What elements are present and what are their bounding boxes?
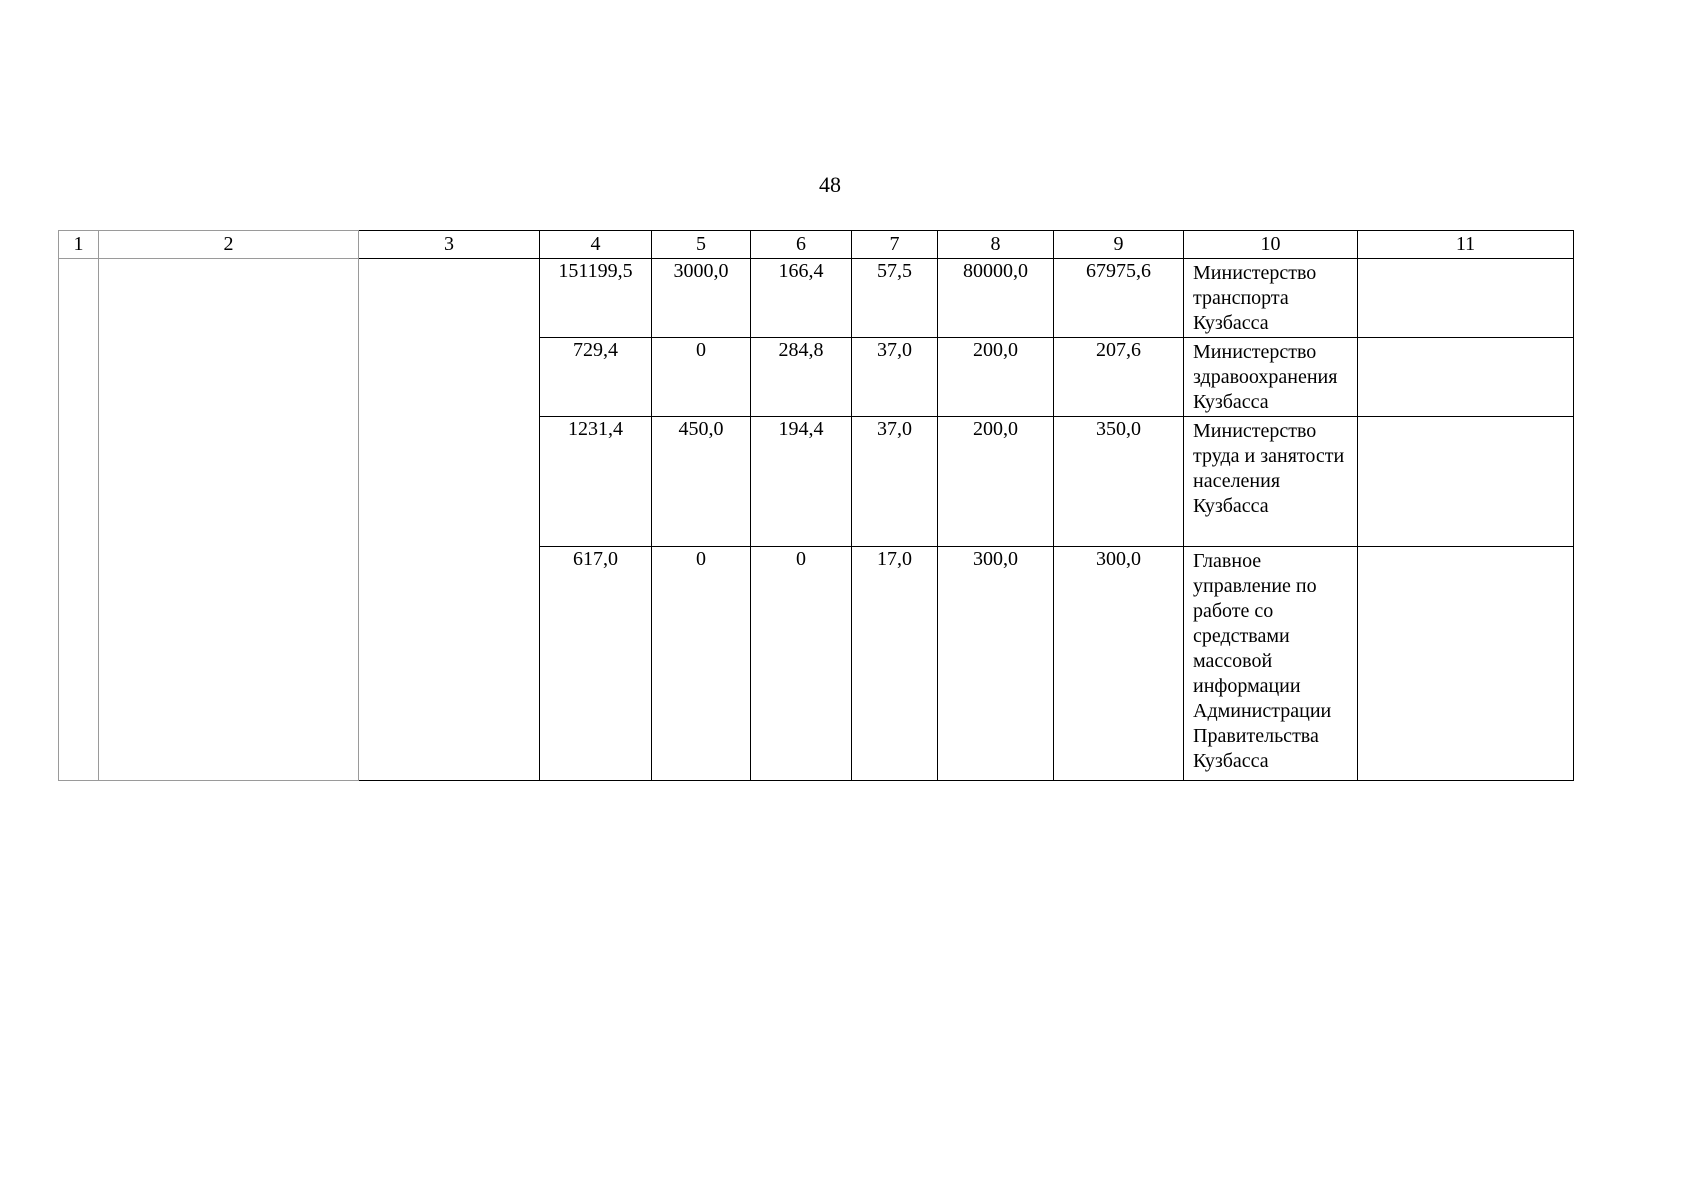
cell-organization: Главное управление по работе со средствами массовой информации Администрации Правительства Кузбасса [1184, 547, 1358, 781]
cell-value: 300,0 [1054, 547, 1184, 781]
cell-col11 [1358, 547, 1574, 781]
cell-value: 67975,6 [1054, 259, 1184, 338]
data-table [58, 230, 1574, 781]
cell-value: 3000,0 [652, 259, 751, 338]
cell-value: 729,4 [540, 338, 652, 417]
cell-value: 37,0 [852, 417, 938, 547]
header-cell-3: 3 [359, 231, 540, 259]
cell-value: 207,6 [1054, 338, 1184, 417]
header-cell-1: 1 [59, 231, 99, 259]
table-header-row [59, 231, 1574, 259]
cell-value: 200,0 [938, 338, 1054, 417]
cell-value: 17,0 [852, 547, 938, 781]
header-cell-8: 8 [938, 231, 1054, 259]
cell-value: 0 [652, 547, 751, 781]
cell-value: 1231,4 [540, 417, 652, 547]
cell-organization: Министерство транспорта Кузбасса [1184, 259, 1358, 338]
cell-col11 [1358, 259, 1574, 338]
cell-organization: Министерство здравоохранения Кузбасса [1184, 338, 1358, 417]
cell-value: 284,8 [751, 338, 852, 417]
header-cell-11: 11 [1358, 231, 1574, 259]
cell-value: 57,5 [852, 259, 938, 338]
header-cell-5: 5 [652, 231, 751, 259]
cell-value: 200,0 [938, 417, 1054, 547]
cell-value: 450,0 [652, 417, 751, 547]
cell-col2-merged [99, 259, 359, 781]
table-row [59, 259, 1574, 338]
cell-value: 617,0 [540, 547, 652, 781]
cell-value: 300,0 [938, 547, 1054, 781]
cell-col11 [1358, 417, 1574, 547]
cell-col1-merged [59, 259, 99, 781]
header-cell-9: 9 [1054, 231, 1184, 259]
cell-value: 0 [751, 547, 852, 781]
cell-value: 166,4 [751, 259, 852, 338]
cell-value: 194,4 [751, 417, 852, 547]
header-cell-4: 4 [540, 231, 652, 259]
cell-value: 350,0 [1054, 417, 1184, 547]
cell-value: 37,0 [852, 338, 938, 417]
header-cell-6: 6 [751, 231, 852, 259]
page-number: 48 [819, 172, 841, 197]
header-cell-7: 7 [852, 231, 938, 259]
header-cell-10: 10 [1184, 231, 1358, 259]
cell-value: 0 [652, 338, 751, 417]
cell-value: 151199,5 [540, 259, 652, 338]
cell-col3-merged [359, 259, 540, 781]
cell-value: 80000,0 [938, 259, 1054, 338]
cell-col11 [1358, 338, 1574, 417]
header-cell-2: 2 [99, 231, 359, 259]
cell-organization: Министерство труда и занятости населения Кузбасса [1184, 417, 1358, 547]
